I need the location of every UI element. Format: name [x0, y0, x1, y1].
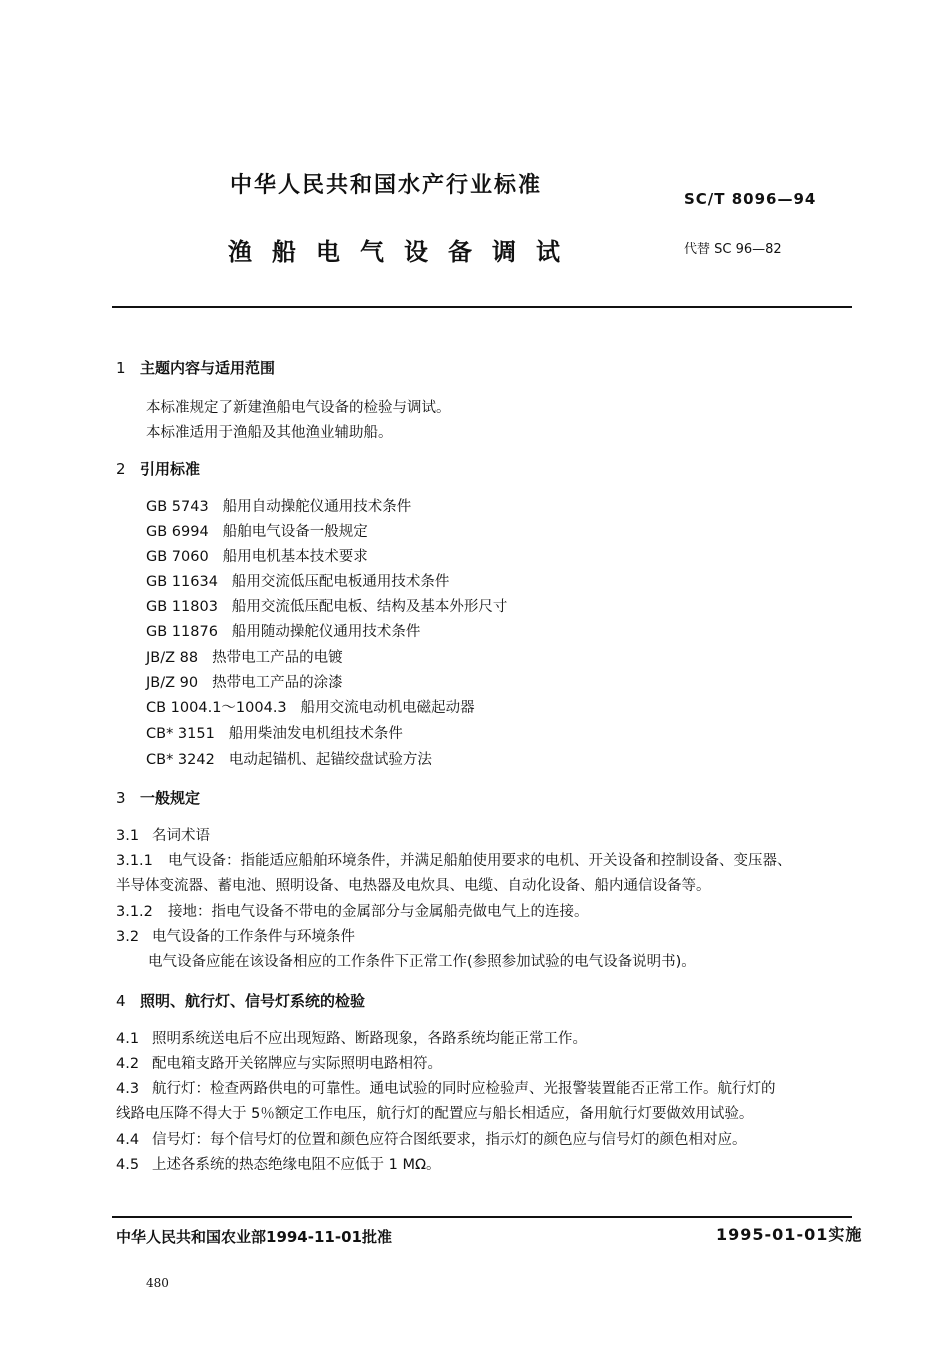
document-title: 渔船电气设备调试 — [228, 238, 580, 266]
clause-4-5 — [116, 1153, 441, 1174]
clause-number: 3.1.2 — [116, 904, 153, 920]
reference-name: 船舶电气设备一般规定 — [222, 524, 368, 540]
approval-line: 中华人民共和国农业部1994-11-01批准 — [116, 1228, 392, 1246]
effective-date: 1995-01-01实施 — [716, 1225, 863, 1244]
reference-code: GB 11876 — [146, 624, 218, 640]
section-number: 1 — [116, 359, 126, 377]
clause-4-3 — [116, 1077, 776, 1098]
clause-4-1 — [116, 1027, 587, 1048]
clause-number: 4.3 — [116, 1081, 140, 1097]
section-number: 2 — [116, 460, 126, 478]
reference-item — [146, 671, 343, 692]
clause-3-1 — [116, 824, 210, 845]
reference-item — [146, 646, 343, 667]
reference-item — [146, 545, 368, 566]
clause-text: 信号灯：每个信号灯的位置和颜色应符合图纸要求，指示灯的颜色应与信号灯的颜色相对应。 — [152, 1132, 747, 1148]
paragraph: 本标准适用于渔船及其他渔业辅助船。 — [146, 425, 393, 441]
reference-name: 船用交流低压配电板通用技术条件 — [231, 574, 450, 590]
clause-3-1-1-continued: 半导体变流器、蓄电池、照明设备、电热器及电炊具、电缆、自动化设备、船内通信设备等。 — [116, 878, 711, 894]
section-4-heading — [116, 990, 365, 1011]
section-1-heading — [116, 357, 275, 378]
clause-number: 3.1.1 — [116, 853, 153, 869]
reference-code: JB/Z 90 — [146, 675, 199, 691]
section-number: 4 — [116, 992, 126, 1010]
header-divider — [112, 306, 852, 308]
reference-code: GB 11803 — [146, 599, 218, 615]
reference-name: 热带电工产品的电镀 — [212, 650, 343, 666]
reference-code: GB 11634 — [146, 574, 218, 590]
clause-number: 4.2 — [116, 1056, 140, 1072]
clause-text: 接地：指电气设备不带电的金属部分与金属船壳做电气上的连接。 — [168, 904, 589, 920]
reference-code: GB 7060 — [146, 549, 209, 565]
reference-code: JB/Z 88 — [146, 650, 199, 666]
clause-number: 4.4 — [116, 1132, 140, 1148]
clause-text: 名词术语 — [152, 828, 210, 844]
clause-4-3-continued: 线路电压降不得大于 5％额定工作电压，航行灯的配置应与船长相适应，备用航行灯要做效用试验。 — [116, 1106, 754, 1122]
clause-text: 电气设备：指能适应船舶环境条件，并满足船舶使用要求的电机、开关设备和控制设备、变压器、 — [168, 853, 792, 869]
reference-name: 船用交流低压配电板、结构及基本外形尺寸 — [231, 599, 508, 615]
reference-code: CB* 3242 — [146, 752, 215, 768]
clause-4-2 — [116, 1052, 442, 1073]
clause-number: 3.1 — [116, 828, 140, 844]
section-title: 照明、航行灯、信号灯系统的检验 — [140, 992, 366, 1010]
clause-3-2 — [116, 925, 355, 946]
clause-text: 配电箱支路开关铭牌应与实际照明电路相符。 — [152, 1056, 442, 1072]
reference-name: 电动起锚机、起锚绞盘试验方法 — [228, 752, 432, 768]
section-title: 引用标准 — [140, 460, 201, 478]
footer-divider — [112, 1216, 852, 1218]
reference-item — [146, 696, 475, 717]
reference-name: 船用随动操舵仪通用技术条件 — [231, 624, 421, 640]
reference-item — [146, 495, 411, 516]
section-number: 3 — [116, 789, 126, 807]
reference-item — [146, 722, 403, 743]
reference-code: CB* 3151 — [146, 726, 215, 742]
reference-name: 热带电工产品的涂漆 — [212, 675, 343, 691]
standard-organization: 中华人民共和国水产行业标准 — [230, 173, 543, 198]
paragraph: 本标准规定了新建渔船电气设备的检验与调试。 — [146, 400, 451, 416]
section-title: 一般规定 — [140, 789, 201, 807]
clause-number: 3.2 — [116, 929, 140, 945]
clause-text: 上述各系统的热态绝缘电阻不应低于 1 MΩ。 — [152, 1157, 441, 1173]
reference-code: GB 5743 — [146, 499, 209, 515]
reference-code: GB 6994 — [146, 524, 209, 540]
reference-item — [146, 570, 449, 591]
clause-text: 电气设备的工作条件与环境条件 — [152, 929, 355, 945]
section-title: 主题内容与适用范围 — [140, 359, 276, 377]
clause-number: 4.5 — [116, 1157, 140, 1173]
reference-name: 船用自动操舵仪通用技术条件 — [222, 499, 412, 515]
reference-name: 船用交流电动机电磁起动器 — [300, 700, 475, 716]
clause-text: 照明系统送电后不应出现短路、断路现象，各路系统均能正常工作。 — [152, 1031, 587, 1047]
section-3-heading — [116, 787, 200, 808]
clause-4-4 — [116, 1128, 747, 1149]
clause-number: 4.1 — [116, 1031, 140, 1047]
clause-3-1-1 — [116, 849, 792, 870]
reference-code: CB 1004.1～1004.3 — [146, 700, 287, 716]
reference-item — [146, 595, 507, 616]
section-2-heading — [116, 458, 200, 479]
replaces-standard: 代替 SC 96—82 — [684, 242, 782, 257]
clause-text: 航行灯：检查两路供电的可靠性。通电试验的同时应检验声、光报警装置能否正常工作。航行灯的 — [152, 1081, 776, 1097]
reference-name: 船用电机基本技术要求 — [222, 549, 368, 565]
clause-3-1-2 — [116, 900, 589, 921]
reference-item — [146, 620, 420, 641]
paragraph: 电气设备应能在该设备相应的工作条件下正常工作(参照参加试验的电气设备说明书)。 — [148, 954, 696, 970]
page-number: 480 — [146, 1276, 169, 1290]
reference-name: 船用柴油发电机组技术条件 — [228, 726, 403, 742]
reference-item — [146, 748, 432, 769]
standard-code: SC/T 8096—94 — [684, 190, 817, 208]
reference-item — [146, 520, 368, 541]
